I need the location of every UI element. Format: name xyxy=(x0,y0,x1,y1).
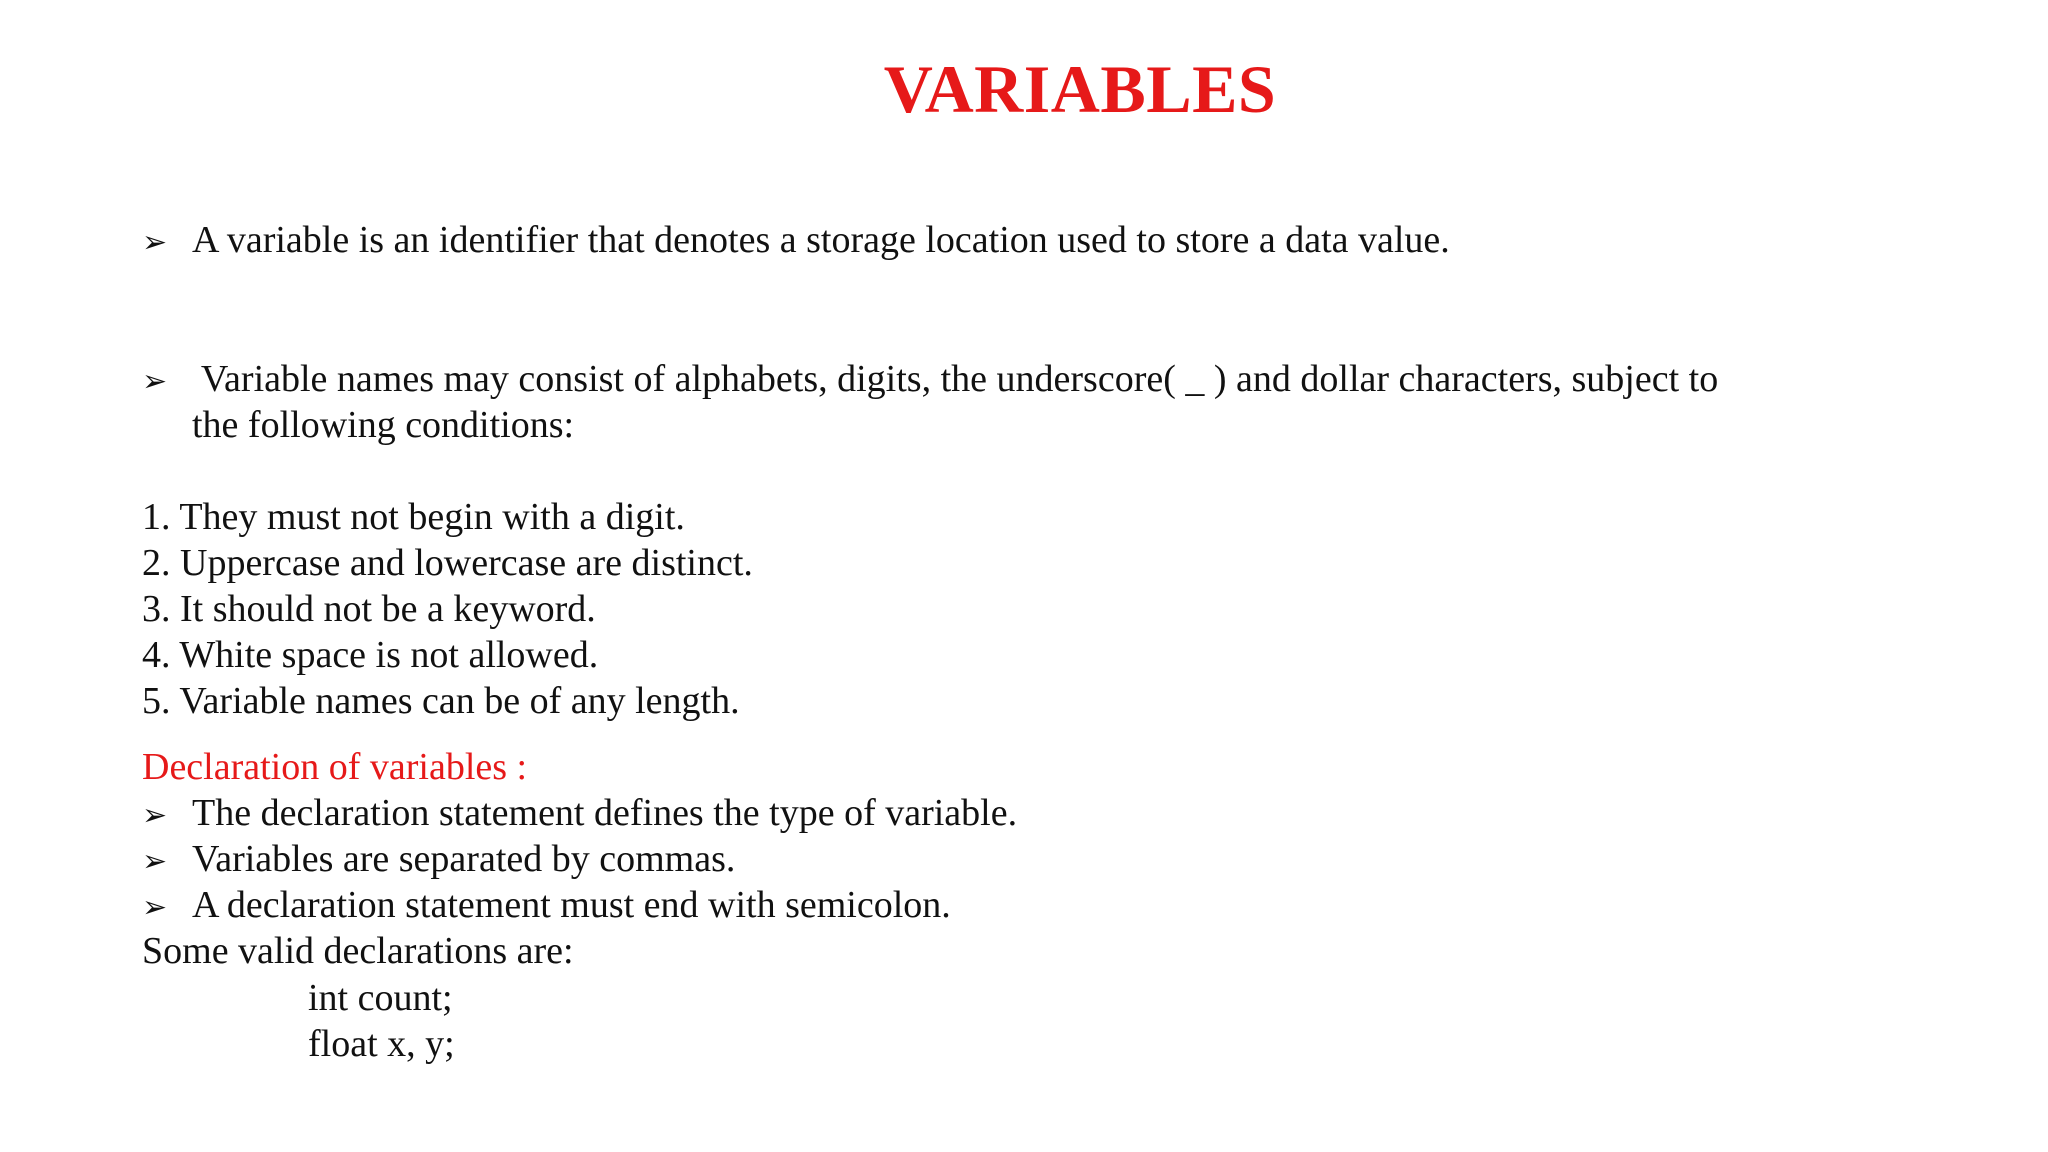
condition-item: 2. Uppercase and lowercase are distinct. xyxy=(142,542,753,584)
example-declaration: float x, y; xyxy=(308,1023,455,1065)
arrow-bullet-icon: ➢ xyxy=(142,365,168,398)
examples-label: Some valid declarations are: xyxy=(142,930,574,972)
example-declaration: int count; xyxy=(308,977,453,1019)
declaration-bullet-text: Variables are separated by commas. xyxy=(192,838,736,880)
intro-bullet-2-text: Variable names may consist of alphabets, digits, the underscore( _ ) and dollar characters, subject to xyxy=(192,358,1719,400)
declaration-bullet xyxy=(142,882,951,931)
declaration-bullet-text: The declaration statement defines the type of variable. xyxy=(192,792,1018,834)
condition-item: 3. It should not be a keyword. xyxy=(142,588,596,630)
declaration-heading: Declaration of variables : xyxy=(142,746,528,788)
intro-bullet-2-continuation: the following conditions: xyxy=(192,404,575,446)
condition-item: 4. White space is not allowed. xyxy=(142,634,599,676)
condition-item: 1. They must not begin with a digit. xyxy=(142,496,685,538)
intro-bullet-1-text: A variable is an identifier that denotes a storage location used to store a data value. xyxy=(192,219,1450,261)
arrow-bullet-icon: ➢ xyxy=(142,226,168,259)
intro-bullet-2 xyxy=(142,356,1718,405)
slide-title: VARIABLES xyxy=(883,51,1277,127)
declaration-bullet-text: A declaration statement must end with semicolon. xyxy=(192,884,951,926)
arrow-bullet-icon: ➢ xyxy=(142,799,168,832)
arrow-bullet-icon: ➢ xyxy=(142,891,168,924)
condition-item: 5. Variable names can be of any length. xyxy=(142,680,740,722)
intro-bullet-1 xyxy=(142,217,1450,266)
arrow-bullet-icon: ➢ xyxy=(142,845,168,878)
declaration-bullet xyxy=(142,836,735,885)
declaration-bullet xyxy=(142,790,1017,839)
